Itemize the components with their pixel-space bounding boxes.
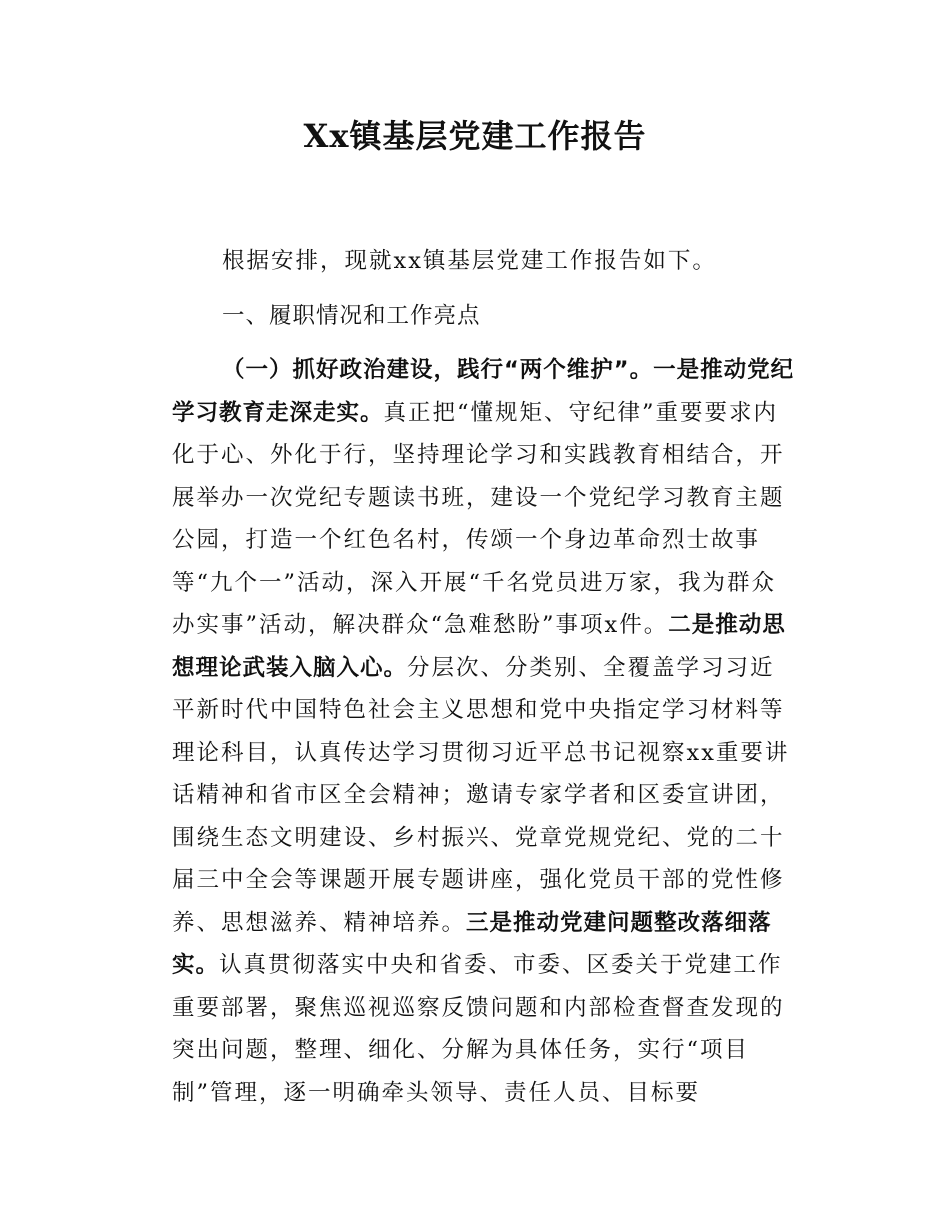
paragraph-subheading: 三是推动党建问题整改落细落实。 [172, 909, 772, 978]
document-body [172, 240, 797, 1114]
section-heading: 一、履职情况和工作亮点 [222, 302, 481, 329]
paragraph-text: 认真贯彻落实中央和省委、市委、区委关于党建工作重要部署，聚焦巡视巡察反馈问题和内部检查督查发现的突出问题，整理、细化、分解为具体任务，实行“项目制”管理，逐一明确牵头领导、责任人员、目标要 [172, 952, 785, 1106]
document-title: Xx镇基层党建工作报告 [303, 117, 647, 155]
paragraph-text: 真正把“懂规矩、守纪律”重要要求内化于心、外化于行，坚持理论学习和实践教育相结合，开展举办一次党纪专题读书班，建设一个党纪学习教育主题公园，打造一个红色名村，传颂一个身边革命烈士故事等“九个一”活动，深入开展“千名党员进万家，我为群众办实事”活动，解决群众“急难愁盼”事项x件。 [172, 399, 785, 638]
paragraph-lead: （一）抓好政治建设，践行“两个维护”。一是推动党纪学习教育走深走实。 [172, 357, 795, 426]
intro-paragraph: 根据安排，现就xx镇基层党建工作报告如下。 [222, 248, 717, 274]
body-paragraph [172, 349, 797, 1114]
paragraph-subheading: 二是推动思想理论武装入脑入心。 [172, 612, 786, 681]
paragraph-text: 分层次、分类别、全覆盖学习习近平新时代中国特色社会主义思想和党中央指定学习材料等理论科目，认真传达学习贯彻习近平总书记视察xx重要讲话精神和省市区全会精神；邀请专家学者和区委宣讲团，围绕生态文明建设、乡村振兴、党章党规党纪、党的二十届三中全会等课题开展专题讲座，强化党员干部的党性修养、思想滋养、精神培养。 [172, 654, 790, 936]
